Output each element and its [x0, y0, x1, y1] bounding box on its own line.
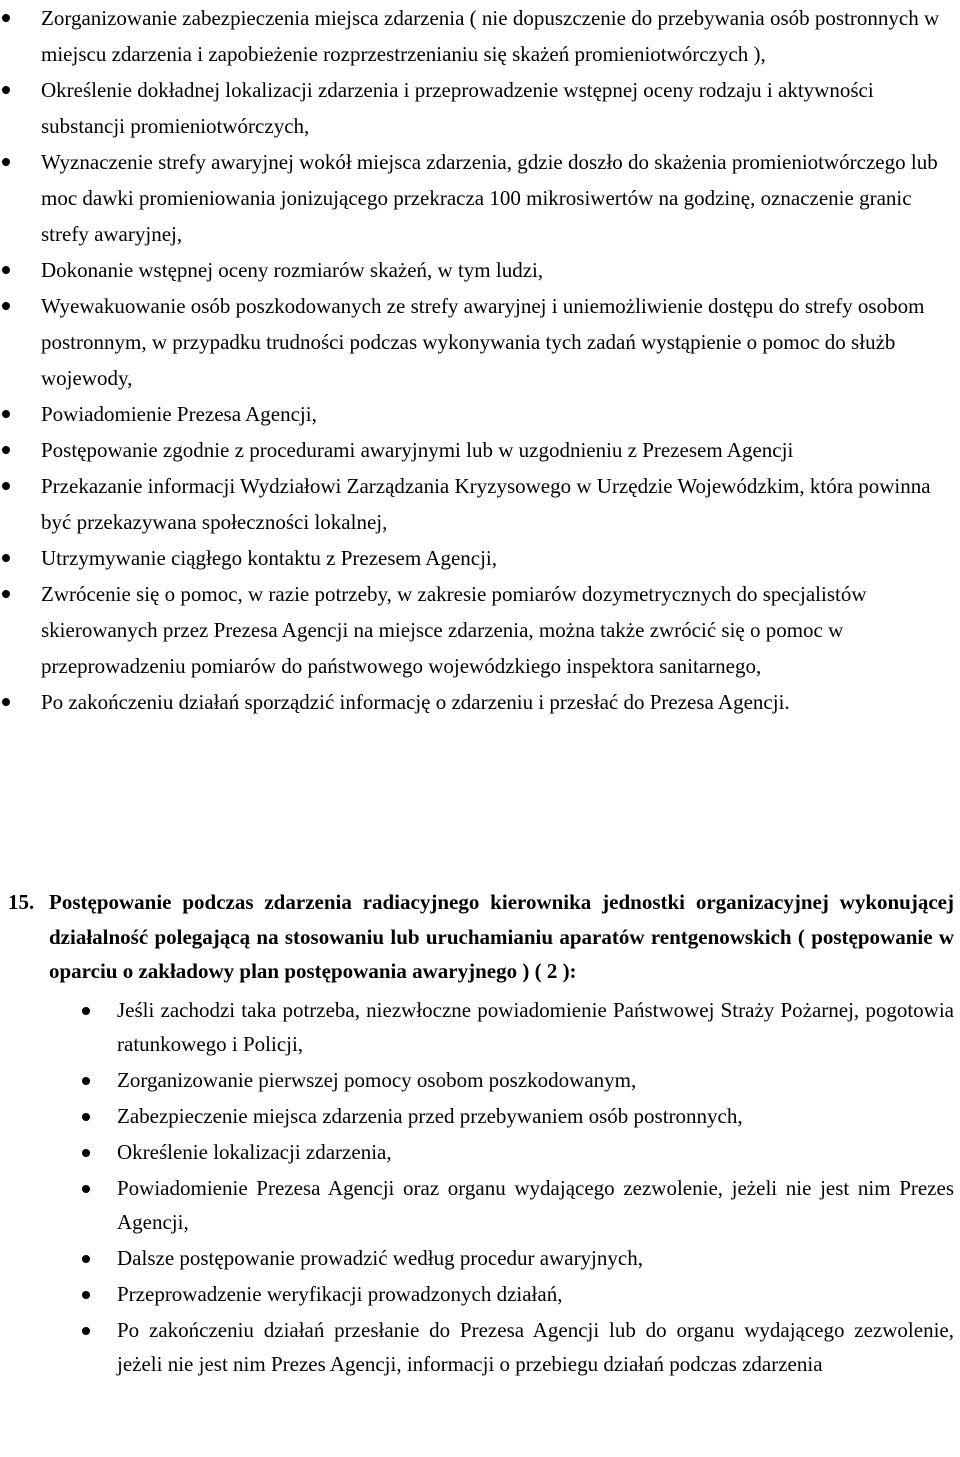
list-item: Wyznaczenie strefy awaryjnej wokół miejsca zdarzenia, gdzie doszło do skażenia promieniotwórczego lub moc dawki promieniowania jonizującego przekracza 100 mikrosiwertów na godzinę, oznaczenie granic strefy awaryjnej, [0, 144, 960, 252]
list-item: Jeśli zachodzi taka potrzeba, niezwłoczne powiadomienie Państwowej Straży Pożarnej, pogotowia ratunkowego i Policji, [0, 993, 960, 1061]
list-item: Postępowanie zgodnie z procedurami awaryjnymi lub w uzgodnieniu z Prezesem Agencji [0, 432, 960, 468]
list-item: Przekazanie informacji Wydziałowi Zarządzania Kryzysowego w Urzędzie Wojewódzkim, która powinna być przekazywana społeczności lokalnej, [0, 468, 960, 540]
list-item: Po zakończeniu działań sporządzić informację o zdarzeniu i przesłać do Prezesa Agencji. [0, 684, 960, 720]
procedure-list-b [0, 993, 960, 1381]
bullet-icon [2, 14, 10, 22]
bullet-icon [2, 446, 10, 454]
bullet-icon [2, 158, 10, 166]
bullet-icon [2, 302, 10, 310]
bullet-icon [2, 410, 10, 418]
bullet-icon [82, 1255, 90, 1263]
bullet-icon [2, 590, 10, 598]
list-item: Powiadomienie Prezesa Agencji oraz organu wydającego zezwolenie, jeżeli nie jest nim Prezes Agencji, [0, 1171, 960, 1239]
list-item: Po zakończeniu działań przesłanie do Prezesa Agencji lub do organu wydającego zezwolenie, jeżeli nie jest nim Prezes Agencji, informacji o przebiegu działań podczas zdarzenia [0, 1313, 960, 1381]
bullet-icon [2, 482, 10, 490]
list-item: Powiadomienie Prezesa Agencji, [0, 396, 960, 432]
bullet-icon [82, 1291, 90, 1299]
section-15 [0, 885, 960, 1383]
section-heading-text: Postępowanie podczas zdarzenia radiacyjnego kierownika jednostki organizacyjnej wykonującej działalność polegającą na stosowaniu lub uruchamianiu aparatów rentgenowskich ( postępowanie w oparciu o zakładowy plan postępowania awaryjnego ) ( 2 ): [49, 890, 954, 983]
bullet-icon [2, 266, 10, 274]
section-number: 15. [8, 890, 35, 914]
list-item: Zwrócenie się o pomoc, w razie potrzeby, w zakresie pomiarów dozymetrycznych do specjalistów skierowanych przez Prezesa Agencji na miejsce zdarzenia, można także zwrócić się o pomoc w przeprowadzeniu pomiarów do państwowego wojewódzkiego inspektora sanitarnego, [0, 576, 960, 684]
bullet-icon [82, 1149, 90, 1157]
list-item: Dokonanie wstępnej oceny rozmiarów skażeń, w tym ludzi, [0, 252, 960, 288]
list-item: Zorganizowanie pierwszej pomocy osobom poszkodowanym, [0, 1063, 960, 1097]
section-heading [0, 885, 960, 989]
bullet-icon [2, 86, 10, 94]
procedure-list-a [0, 0, 960, 720]
bullet-icon [82, 1113, 90, 1121]
list-item: Wyewakuowanie osób poszkodowanych ze strefy awaryjnej i uniemożliwienie dostępu do strefy osobom postronnym, w przypadku trudności podczas wykonywania tych zadań wystąpienie o pomoc do służb wojewody, [0, 288, 960, 396]
bullet-icon [82, 1185, 90, 1193]
list-item: Przeprowadzenie weryfikacji prowadzonych działań, [0, 1277, 960, 1311]
bullet-icon [2, 554, 10, 562]
list-item: Określenie dokładnej lokalizacji zdarzenia i przeprowadzenie wstępnej oceny rodzaju i aktywności substancji promieniotwórczych, [0, 72, 960, 144]
bullet-icon [82, 1007, 90, 1015]
list-item: Utrzymywanie ciągłego kontaktu z Prezesem Agencji, [0, 540, 960, 576]
list-item: Dalsze postępowanie prowadzić według procedur awaryjnych, [0, 1241, 960, 1275]
bullet-icon [2, 698, 10, 706]
list-item: Zabezpieczenie miejsca zdarzenia przed przebywaniem osób postronnych, [0, 1099, 960, 1133]
bullet-icon [82, 1327, 90, 1335]
list-item: Zorganizowanie zabezpieczenia miejsca zdarzenia ( nie dopuszczenie do przebywania osób postronnych w miejscu zdarzenia i zapobieżenie rozprzestrzenianiu się skażeń promieniotwórczych ), [0, 0, 960, 72]
list-item: Określenie lokalizacji zdarzenia, [0, 1135, 960, 1169]
bullet-icon [82, 1077, 90, 1085]
